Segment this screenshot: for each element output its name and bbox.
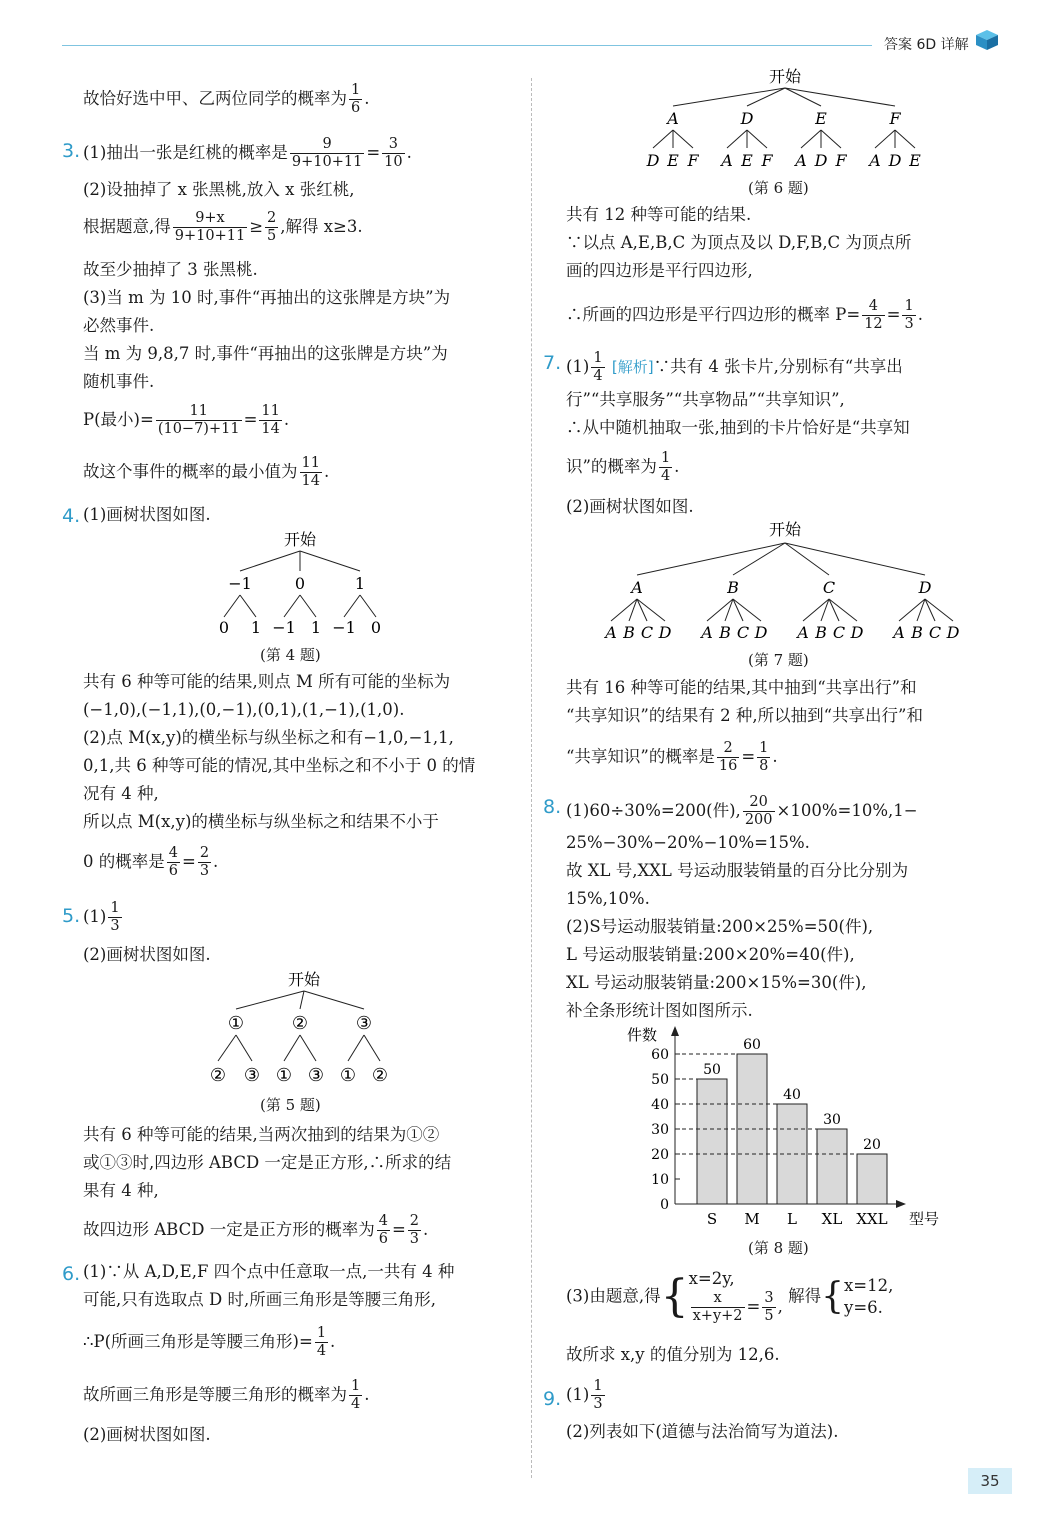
q6-part1d: 故所画三角形是等腰三角形的概率为 $\frac{1}{4}$ . xyxy=(83,1378,370,1412)
tree-root: 开始 xyxy=(768,67,802,86)
y-tick-label: 30 xyxy=(651,1122,669,1138)
question-number-9: 9. xyxy=(543,1388,562,1410)
y-axis-arrow xyxy=(671,1026,679,1036)
bar-chart-q8 xyxy=(615,1022,945,1232)
caption-q6: (第 6 题) xyxy=(748,179,809,197)
tree-leaf: A xyxy=(795,151,807,170)
q3-part2-conclusion: 故至少抽掉了 3 张黑桃. xyxy=(83,260,258,279)
fraction: $\frac{1}{6}$ xyxy=(351,82,361,116)
tree-leaf: E xyxy=(909,151,921,170)
q8-part3: (3)由题意,得{ x=2y, $\frac{x}{x+y+2}$ = $\frac{3}{5}$ , 解得{ x=12, y=6. xyxy=(566,1269,894,1324)
tree-root: 开始 xyxy=(768,520,802,539)
caption-q4: (第 4 题) xyxy=(260,646,321,664)
tree-leaf: D xyxy=(658,623,672,642)
q8-part2b: L 号运动服装销量:200×20%=40(件), xyxy=(566,945,855,964)
question-number-4: 4. xyxy=(62,505,81,527)
y-tick-label: 20 xyxy=(651,1147,669,1163)
tree-leaf: C xyxy=(928,623,942,642)
y-tick-label: 50 xyxy=(651,1072,669,1088)
caption-q5: (第 5 题) xyxy=(260,1096,321,1114)
q5-text4: 故四边形 ABCD 一定是正方形的概率为 $\frac{4}{6}$ = $\frac{2}{3}$ . xyxy=(83,1213,429,1247)
tree-diagram-q7 xyxy=(595,515,980,645)
tree-leaf: ③ xyxy=(243,1065,261,1086)
data-label: 20 xyxy=(863,1137,881,1153)
tree-leaf: C xyxy=(832,623,846,642)
q7-text1: 共有 16 种等可能的结果,其中抽到“共享出行”和 xyxy=(566,678,917,697)
tree-leaf: D xyxy=(850,623,864,642)
tree-leaf: 1 xyxy=(310,618,322,637)
tree-leaf: D xyxy=(946,623,960,642)
tree-leaf: F xyxy=(687,151,699,170)
q7-part1: (1) $\frac{1}{4}$ [解析]∵共有 4 张卡片,分别标有“共享出 xyxy=(566,350,903,384)
tree-node: 1 xyxy=(354,574,366,593)
tree-leaf: A xyxy=(869,151,881,170)
y-tick-label: 10 xyxy=(651,1172,669,1188)
page-number: 35 xyxy=(968,1468,1012,1494)
q5-text2: 或①③时,四边形 ABCD 一定是正方形,∴所求的结 xyxy=(83,1153,452,1172)
line-q2-conclusion: 故恰好选中甲、乙两位同学的概率为 $\frac{1}{6}$ . xyxy=(83,82,370,116)
q9-part2: (2)列表如下(道德与法治简写为道法). xyxy=(566,1422,839,1441)
x-axis-label: 型号 xyxy=(909,1210,940,1228)
question-number-6: 6. xyxy=(62,1263,81,1285)
q3-part3-b: 必然事件. xyxy=(83,316,155,335)
data-label: 30 xyxy=(823,1112,841,1128)
tree-leaf: F xyxy=(761,151,773,170)
data-label: 60 xyxy=(743,1037,761,1053)
tree-leaf: A xyxy=(701,623,713,642)
q3-part2: (2)设抽掉了 x 张黑桃,放入 x 张红桃, xyxy=(83,180,355,199)
q5-part2: (2)画树状图如图. xyxy=(83,945,211,964)
q8-part1d: 15%,10%. xyxy=(566,889,650,908)
q8-conclusion: 故所求 x,y 的值分别为 12,6. xyxy=(566,1345,780,1364)
tree-node: A xyxy=(631,578,643,597)
q4-text6: 所以点 M(x,y)的横坐标与纵坐标之和结果不小于 xyxy=(83,812,439,831)
x-tick-label: S xyxy=(706,1210,718,1228)
tree-node: F xyxy=(889,109,901,128)
q5-text1: 共有 6 种等可能的结果,当两次抽到的结果为①② xyxy=(83,1125,440,1144)
q8-part2c: XL 号运动服装销量:200×15%=30(件), xyxy=(566,973,867,992)
tree-leaf: C xyxy=(640,623,654,642)
q3-part3-d: 随机事件. xyxy=(83,372,155,391)
q8-part1b: 25%−30%−20%−10%=15%. xyxy=(566,833,810,852)
tree-leaf: ② xyxy=(371,1065,389,1086)
tree-leaf: A xyxy=(797,623,809,642)
tree-leaf: ① xyxy=(339,1065,357,1086)
q4-text5: 况有 4 种, xyxy=(83,784,159,803)
column-divider xyxy=(531,78,532,1478)
tree-leaf: F xyxy=(835,151,847,170)
tree-node: A xyxy=(667,109,679,128)
tree-node: C xyxy=(822,578,836,597)
q3-part3-a: (3)当 m 为 10 时,事件“再抽出的这张牌是方块”为 xyxy=(83,288,451,307)
x-tick-label: M xyxy=(744,1210,760,1228)
tree-leaf: D xyxy=(754,623,768,642)
tree-leaf: −1 xyxy=(272,618,296,637)
tree-leaf: C xyxy=(736,623,750,642)
tree-node: D xyxy=(740,109,754,128)
q6-part1b: 可能,只有选取点 D 时,所画三角形是等腰三角形, xyxy=(83,1290,436,1309)
tree-leaf: B xyxy=(719,623,731,642)
x-tick-label: XXL xyxy=(856,1210,888,1228)
tree-diagram-q6 xyxy=(635,62,935,178)
q4-text2: (−1,0),(−1,1),(0,−1),(0,1),(1,−1),(1,0). xyxy=(83,700,405,719)
tree-root: 开始 xyxy=(287,970,321,989)
analysis-tag: [解析] xyxy=(611,358,654,376)
tree-diagram-q5 xyxy=(200,965,400,1090)
q8-part2d: 补全条形统计图如图所示. xyxy=(566,1001,753,1020)
q4-text4: 0,1,共 6 种等可能的情况,其中坐标之和不小于 0 的情 xyxy=(83,756,476,775)
question-number-8: 8. xyxy=(543,796,562,818)
cube-icon xyxy=(974,28,1000,52)
q3-part1: (1)抽出一张是红桃的概率是 $\frac{9}{9+10+11}$ = $\frac{3}{10}$ . xyxy=(83,136,412,170)
tree-diagram-q4 xyxy=(200,525,400,645)
tree-leaf: D xyxy=(814,151,828,170)
question-number-7: 7. xyxy=(543,352,562,374)
bar xyxy=(817,1129,847,1204)
tree-leaf: ② xyxy=(209,1065,227,1086)
q7-part2: (2)画树状图如图. xyxy=(566,497,694,516)
tree-node: ③ xyxy=(355,1013,373,1034)
q6-part1c: ∴P(所画三角形是等腰三角形)= $\frac{1}{4}$ . xyxy=(83,1325,336,1359)
tree-leaf: B xyxy=(911,623,923,642)
tree-root: 开始 xyxy=(283,530,317,549)
q4-text3: (2)点 M(x,y)的横坐标与纵坐标之和有−1,0,−1,1, xyxy=(83,728,454,747)
q7-text3: “共享知识”的概率是 $\frac{2}{16}$ = $\frac{1}{8}$ . xyxy=(566,740,778,774)
q5-part1: (1) $\frac{1}{3}$ xyxy=(83,900,120,934)
y-tick-label: 40 xyxy=(651,1097,669,1113)
q9-part1: (1) $\frac{1}{3}$ xyxy=(566,1378,603,1412)
tree-leaf: D xyxy=(646,151,660,170)
x-tick-label: XL xyxy=(821,1210,843,1228)
tree-leaf: E xyxy=(741,151,753,170)
header-rule xyxy=(62,45,872,46)
tree-leaf: A xyxy=(721,151,733,170)
x-axis-arrow xyxy=(896,1200,906,1208)
q6-text4: ∴所画的四边形是平行四边形的概率 P= $\frac{4}{12}$ = $\frac{1}{3}$ . xyxy=(566,298,923,332)
q7-part1b: 行”“共享服务”“共享物品”“共享知识”, xyxy=(566,390,845,409)
tree-node: ① xyxy=(227,1013,245,1034)
q8-part1c: 故 XL 号,XXL 号运动服装销量的百分比分别为 xyxy=(566,861,909,880)
tree-leaf: 0 xyxy=(218,618,230,637)
y-tick-label: 60 xyxy=(651,1047,669,1063)
tree-leaf: ① xyxy=(275,1065,293,1086)
q6-text1: 共有 12 种等可能的结果. xyxy=(566,205,752,224)
q8-part2a: (2)S号运动服装销量:200×25%=50(件), xyxy=(566,917,874,936)
q7-text2: “共享知识”的结果有 2 种,所以抽到“共享出行”和 xyxy=(566,706,923,725)
caption-q7: (第 7 题) xyxy=(748,651,809,669)
tree-leaf: D xyxy=(888,151,902,170)
q7-part1c: ∴从中随机抽取一张,抽到的卡片恰好是“共享知 xyxy=(566,418,910,437)
q4-part1: (1)画树状图如图. xyxy=(83,505,211,524)
bar xyxy=(857,1154,887,1204)
x-tick-label: L xyxy=(787,1210,797,1228)
q7-part1d: 识”的概率为 $\frac{1}{4}$ . xyxy=(566,450,680,484)
tree-leaf: E xyxy=(667,151,679,170)
tree-node: ② xyxy=(291,1013,309,1034)
header-title: 答案 6D 详解 xyxy=(884,37,969,53)
question-number-5: 5. xyxy=(62,905,81,927)
tree-leaf: ③ xyxy=(307,1065,325,1086)
tree-node: D xyxy=(918,578,932,597)
data-label: 50 xyxy=(703,1062,721,1078)
bar xyxy=(697,1079,727,1204)
tree-leaf: A xyxy=(605,623,617,642)
y-tick-label: 0 xyxy=(660,1197,669,1213)
q6-text2: ∵以点 A,E,B,C 为顶点及以 D,F,B,C 为顶点所 xyxy=(566,233,912,252)
q5-text3: 果有 4 种, xyxy=(83,1181,159,1200)
caption-q8: (第 8 题) xyxy=(748,1239,809,1257)
tree-leaf: A xyxy=(893,623,905,642)
question-number-3: 3. xyxy=(62,140,81,162)
q4-text1: 共有 6 种等可能的结果,则点 M 所有可能的坐标为 xyxy=(83,672,451,691)
data-label: 40 xyxy=(783,1087,801,1103)
tree-node: E xyxy=(815,109,827,128)
q6-part2: (2)画树状图如图. xyxy=(83,1425,211,1444)
q3-part3-c: 当 m 为 9,8,7 时,事件“再抽出的这张牌是方块”为 xyxy=(83,344,448,363)
tree-leaf: B xyxy=(623,623,635,642)
q6-part1: (1)∵从 A,D,E,F 四个点中任意取一点,一共有 4 种 xyxy=(83,1262,455,1281)
tree-leaf: B xyxy=(815,623,827,642)
tree-node: B xyxy=(727,578,739,597)
q6-text3: 画的四边形是平行四边形, xyxy=(566,261,753,280)
tree-node: −1 xyxy=(228,574,252,593)
y-axis-label: 件数 xyxy=(627,1026,658,1044)
tree-leaf: −1 xyxy=(332,618,356,637)
tree-leaf: 0 xyxy=(370,618,382,637)
q3-part2-eq: 根据题意,得 $\frac{9+x}{9+10+11}$ ≥ $\frac{2}{5}$ ,解得 x≥3. xyxy=(83,210,363,244)
tree-leaf: 1 xyxy=(250,618,262,637)
tree-node: 0 xyxy=(294,574,306,593)
q3-conclusion: 故这个事件的概率的最小值为 $\frac{11}{14}$ . xyxy=(83,455,330,489)
q3-pmin: P(最小)= $\frac{11}{(10-7)+11}$ = $\frac{11}{14}$ . xyxy=(83,403,290,437)
q4-text7: 0 的概率是 $\frac{4}{6}$ = $\frac{2}{3}$ . xyxy=(83,845,219,879)
q8-part1: (1)60÷30%=200(件), $\frac{20}{200}$ ×100%=10%,1− xyxy=(566,794,918,828)
